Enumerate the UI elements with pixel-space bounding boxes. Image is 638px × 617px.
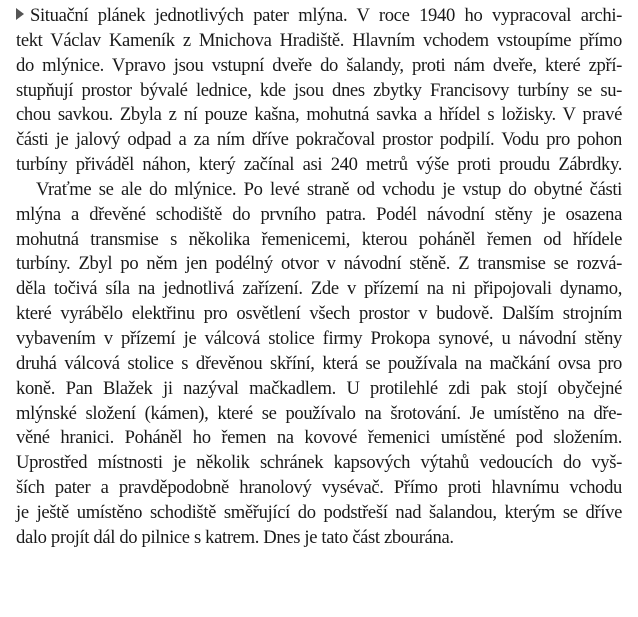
text-line: stupňují prostor bývalé lednice, kde jsou dnes zbytky Francisovy turbíny se su-	[16, 79, 622, 101]
text-line: Vraťme se ale do mlýnice. Po levé straně od vchodu je vstup do obytné části	[36, 178, 622, 200]
text-line: mohutná transmise s několika řemenicemi, kterou poháněl řemen od hřídele	[16, 228, 622, 250]
text-line: turbíny. Zbyl po něm jen podélný otvor v návodní stěně. Z transmise se rozvá-	[16, 253, 622, 275]
text-line: části je jalový odpad a za ním dříve pokračoval prostor podpilí. Vodu pro pohon	[16, 129, 622, 151]
text-line: dalo projít dál do pilnice s katrem. Dnes je tato část zbourána.	[16, 526, 454, 548]
text-line: mlýna a dřevěné schodiště do prvního patra. Podél návodní stěny je osazena	[16, 203, 622, 225]
text-line: mlýnské složení (kámen), které se používalo na šrotování. Je umístěno na dře-	[16, 402, 622, 424]
text-line: chou savkou. Zbyla z ní pouze kašna, mohutná savka a hřídel s ložisky. V pravé	[16, 104, 622, 126]
text-line: věné hranici. Poháněl ho řemen na kovové řemenici umístěné pod složením.	[16, 427, 622, 449]
text-line: tekt Václav Kameník z Mnichova Hradiště. Hlavním vchodem vstoupíme přímo	[16, 29, 622, 51]
text-line: které vyrábělo elektřinu pro osvětlení všech prostor v budově. Dalším strojním	[16, 303, 622, 325]
text-line: děla točivá síla na jednotlivá zařízení. Zde v přízemí na ni připojovali dynamo,	[16, 278, 622, 300]
text-line: Uprostřed místnosti je několik schránek kapsových výtahů vedoucích do vyš-	[16, 452, 622, 474]
text-line: je ještě umístěno schodiště směřující do podstřeší nad šalandou, kterým se dříve	[16, 501, 622, 523]
text-line: vybavením v přízemí je válcová stolice firmy Prokopa synové, u návodní stěny	[16, 327, 622, 349]
text-line: do mlýnice. Vpravo jsou vstupní dveře do šalandy, proti nám dveře, které zpří-	[16, 54, 622, 76]
paragraph-body	[16, 178, 622, 551]
text-line: druhá válcová stolice s dřevěnou skříní, která se používala na mačkání ovsa pro	[16, 352, 622, 374]
text-line-content: Situační plánek jednotlivých pater mlýna. V roce 1940 ho vypracoval archi-	[30, 5, 622, 26]
document-page	[16, 4, 622, 551]
text-line: turbíny přiváděl náhon, který začínal asi 240 metrů výše proti proudu Zábrdky.	[16, 154, 622, 176]
triangle-bullet-icon	[16, 8, 24, 20]
paragraph-caption	[16, 4, 622, 178]
text-line: koně. Pan Blažek ji nazýval mačkadlem. U protilehlé zdi pak stojí obyčejné	[16, 377, 622, 399]
text-line: ších pater a pravděpodobně hranolový vysévač. Přímo proti hlavnímu vchodu	[16, 477, 622, 499]
text-line	[16, 4, 622, 29]
